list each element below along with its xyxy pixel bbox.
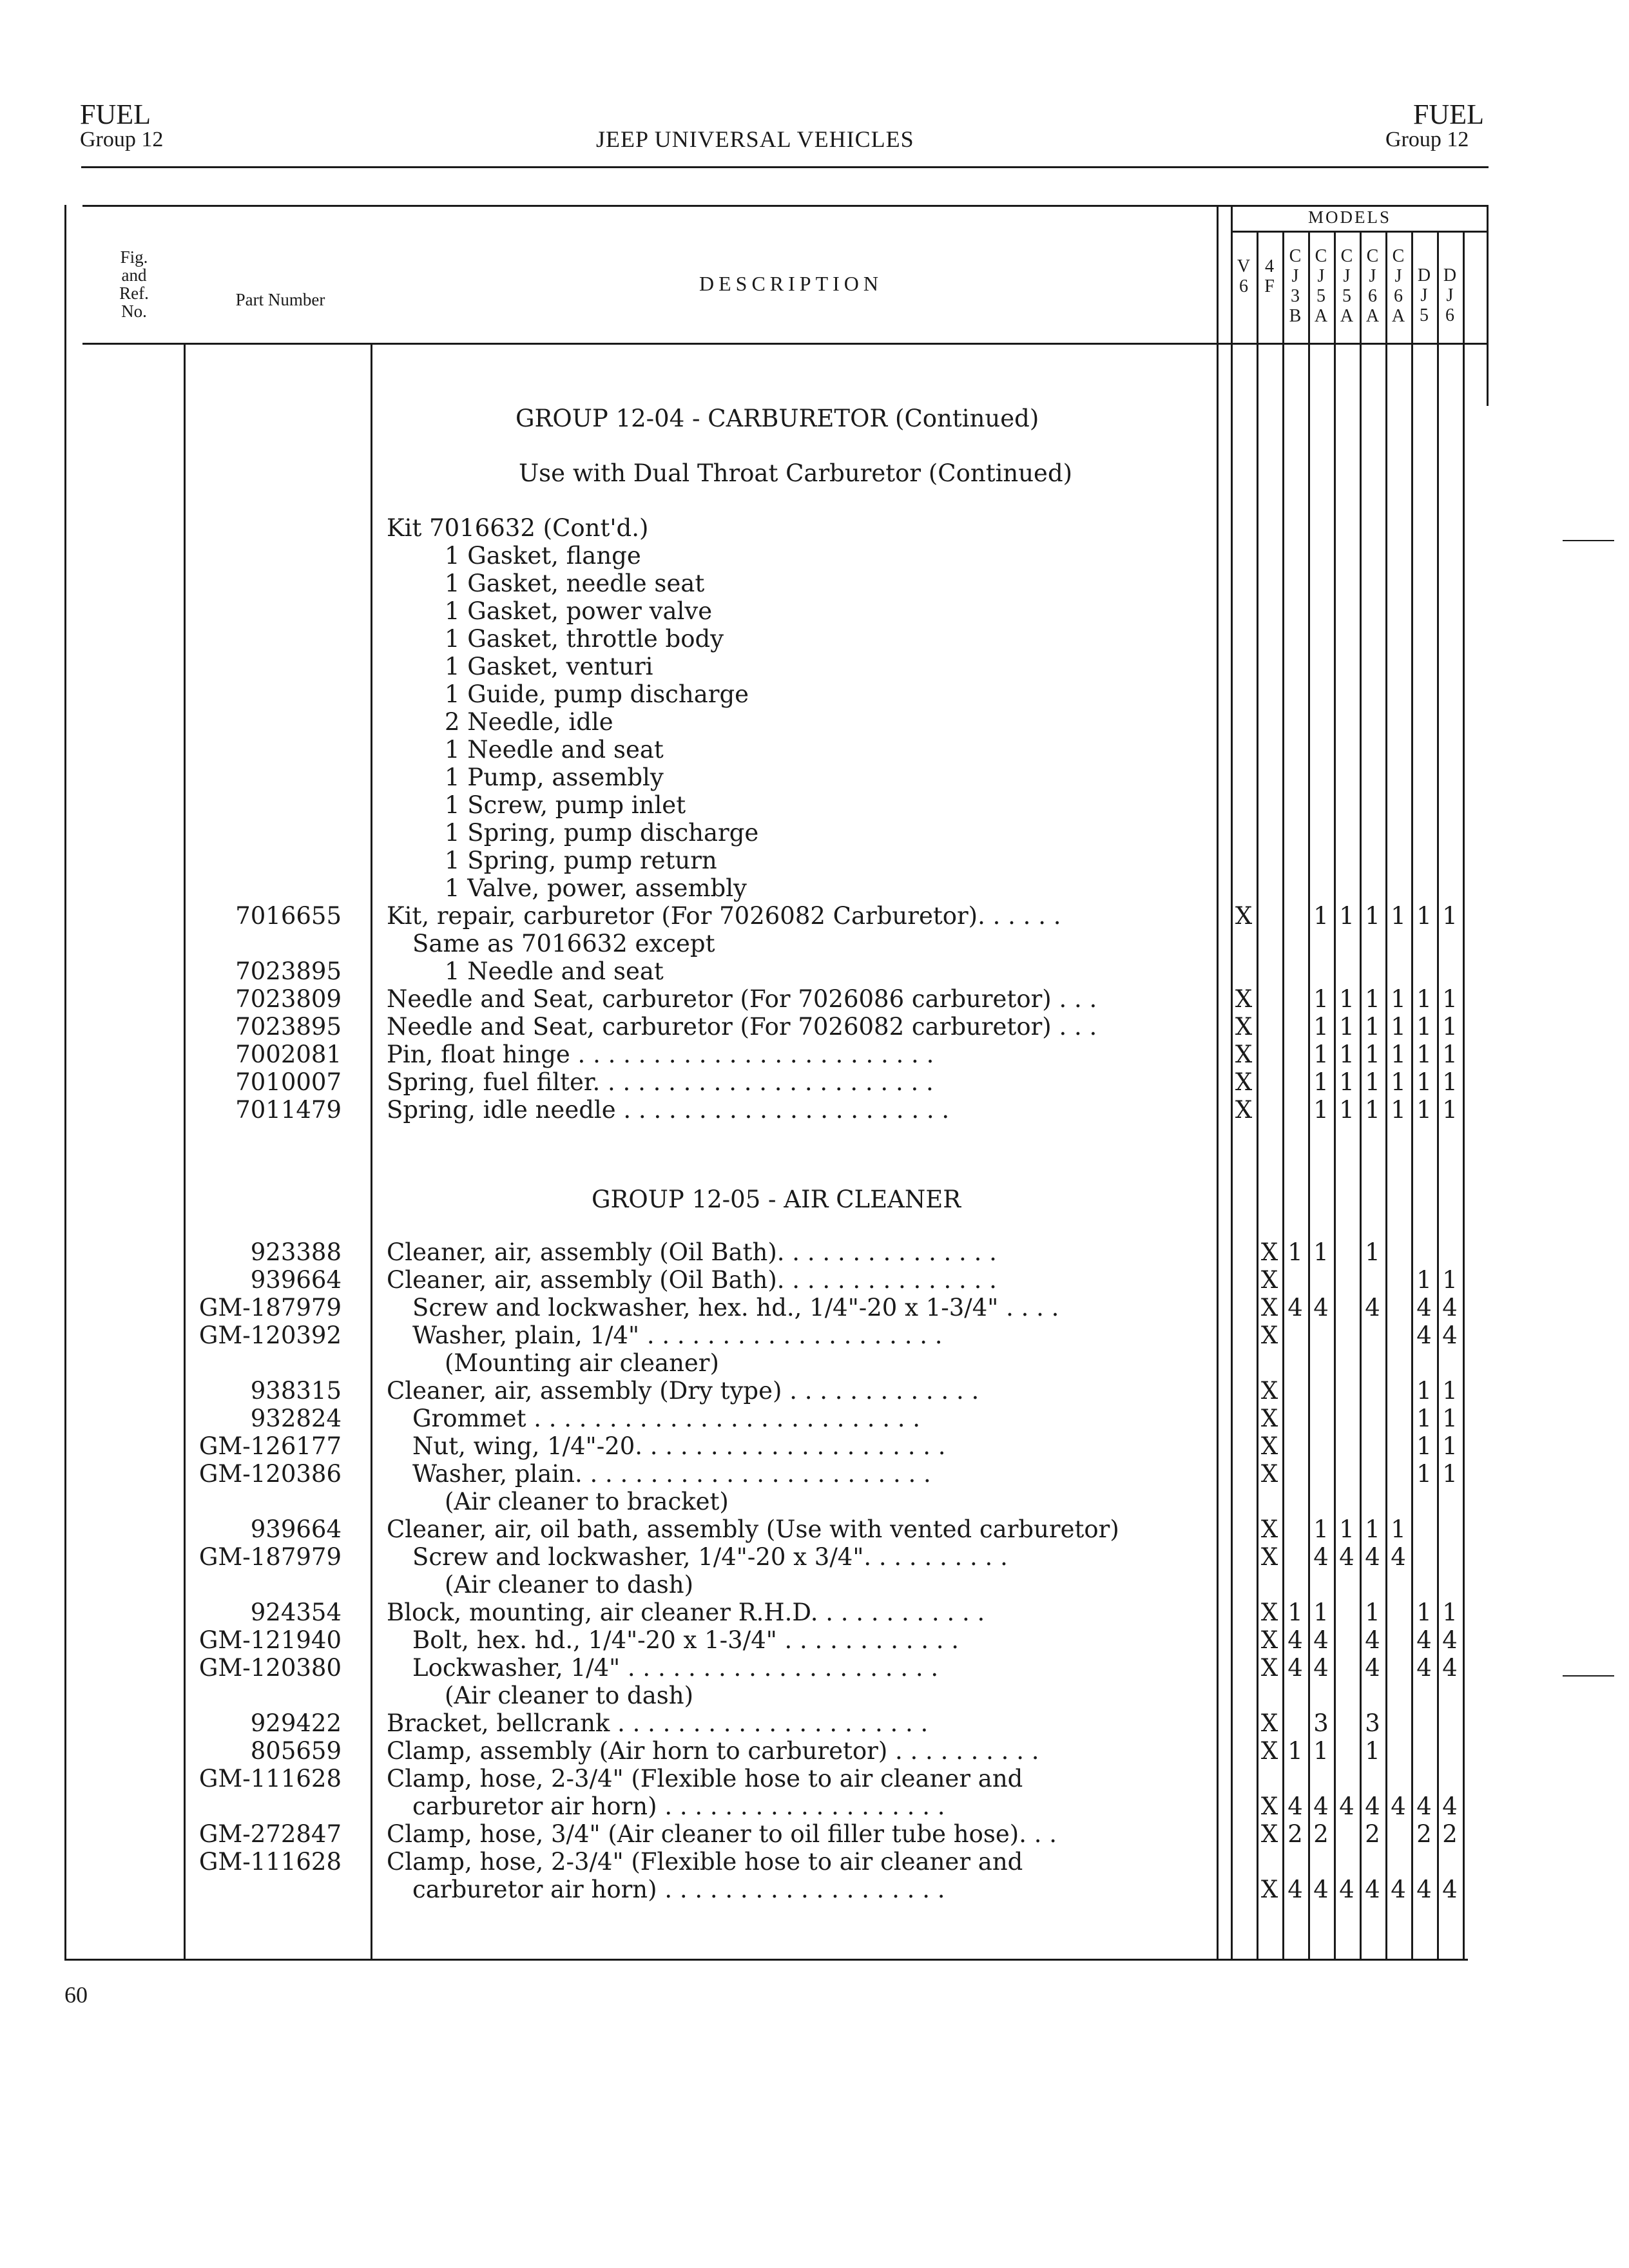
part-description: Block, mounting, air cleaner R.H.D. . . . . . . . . . . . (387, 1599, 985, 1626)
model-quantity: 1 (1313, 1013, 1329, 1041)
model-quantity: 1 (1442, 985, 1458, 1013)
model-quantity: 1 (1391, 902, 1406, 930)
model-quantity: 1 (1365, 1068, 1380, 1096)
table-row (0, 1765, 1629, 1792)
part-description: 1 Gasket, power valve (445, 597, 713, 625)
model-quantity: 1 (1416, 1096, 1432, 1124)
model-quantity: 4 (1313, 1792, 1329, 1820)
model-column-header: V 6 (1237, 256, 1251, 296)
model-column-header: 4 F (1264, 256, 1275, 296)
table-row (0, 680, 1629, 708)
table-row (0, 930, 1629, 957)
part-description: (Air cleaner to dash) (445, 1682, 694, 1709)
part-description: Screw and lockwasher, 1/4"-20 x 3/4". . . . . . . . . . (412, 1543, 1008, 1571)
part-description: Lockwasher, 1/4" . . . . . . . . . . . . . . . . . . . . . (412, 1654, 939, 1682)
model-quantity: 4 (1442, 1876, 1458, 1903)
part-description: 1 Needle and seat (445, 736, 664, 764)
model-quantity: 1 (1313, 1515, 1329, 1543)
table-header-bottom-border (82, 343, 1489, 345)
table-row (0, 514, 1629, 542)
model-quantity: X (1260, 1238, 1278, 1266)
part-description: 1 Gasket, throttle body (445, 625, 724, 653)
model-quantity: 4 (1416, 1294, 1432, 1321)
part-number: GM-121940 (198, 1626, 342, 1654)
model-quantity: 1 (1339, 985, 1354, 1013)
table-row (0, 957, 1629, 985)
model-quantity: 4 (1339, 1792, 1354, 1820)
model-quantity: 1 (1442, 1096, 1458, 1124)
model-quantity: 4 (1365, 1654, 1380, 1682)
part-number: 923388 (250, 1238, 342, 1266)
table-row (0, 1543, 1629, 1571)
part-description: Kit, repair, carburetor (For 7026082 Carburetor). . . . . . (387, 902, 1061, 930)
model-quantity: 4 (1339, 1543, 1354, 1571)
table-row (0, 1013, 1629, 1041)
model-quantity: 1 (1313, 985, 1329, 1013)
table-row (0, 653, 1629, 680)
model-quantity: X (1260, 1792, 1278, 1820)
model-quantity: 1 (1416, 902, 1432, 930)
part-description: Pin, float hinge . . . . . . . . . . . . . . . . . . . . . . . . (387, 1041, 934, 1068)
part-description: Clamp, hose, 3/4" (Air cleaner to oil filler tube hose). . . (387, 1820, 1057, 1848)
part-number: 7023895 (235, 957, 342, 985)
model-quantity: 3 (1313, 1709, 1329, 1737)
table-row (0, 625, 1629, 653)
model-quantity: 1 (1365, 1599, 1380, 1626)
part-number: 932824 (250, 1405, 342, 1432)
model-quantity: 1 (1313, 902, 1329, 930)
margin-mark (1563, 540, 1614, 541)
table-row (0, 1488, 1629, 1515)
part-number: GM-187979 (198, 1543, 342, 1571)
model-quantity: 1 (1442, 1405, 1458, 1432)
fig-ref-label: Fig. and Ref. No. (119, 247, 149, 321)
model-quantity: 1 (1391, 985, 1406, 1013)
group-heading-carburetor: GROUP 12-04 - CARBURETOR (Continued) (516, 405, 1039, 432)
model-quantity: 4 (1391, 1876, 1406, 1903)
part-number: 805659 (250, 1737, 342, 1765)
header-right-title: FUEL (1413, 99, 1484, 130)
table-row (0, 1599, 1629, 1626)
table-row (0, 1571, 1629, 1599)
model-quantity: 2 (1287, 1820, 1303, 1848)
model-quantity: 4 (1416, 1626, 1432, 1654)
model-quantity: 1 (1365, 902, 1380, 930)
model-quantity: 1 (1313, 1068, 1329, 1096)
description-label: DESCRIPTION (699, 272, 883, 295)
model-quantity: 1 (1416, 1377, 1432, 1405)
part-description: Same as 7016632 except (412, 930, 715, 957)
model-quantity: 1 (1339, 1013, 1354, 1041)
model-quantity: X (1260, 1709, 1278, 1737)
model-quantity: 4 (1442, 1294, 1458, 1321)
table-row (0, 1041, 1629, 1068)
table-row (0, 570, 1629, 597)
table-row (0, 1068, 1629, 1096)
header-rule (81, 166, 1489, 168)
part-description: (Air cleaner to bracket) (445, 1488, 729, 1515)
part-description: Bolt, hex. hd., 1/4"-20 x 1-3/4" . . . . . . . . . . . . (412, 1626, 959, 1654)
model-quantity: 2 (1365, 1820, 1380, 1848)
model-quantity: 1 (1416, 1432, 1432, 1460)
part-description: Cleaner, air, assembly (Oil Bath). . . . . . . . . . . . . . . (387, 1266, 997, 1294)
model-quantity: 4 (1416, 1876, 1432, 1903)
model-quantity: 1 (1416, 985, 1432, 1013)
part-description: Clamp, assembly (Air horn to carburetor) . . . . . . . . . . (387, 1737, 1039, 1765)
model-quantity: 4 (1391, 1543, 1406, 1571)
table-row (0, 902, 1629, 930)
model-quantity: 1 (1391, 1096, 1406, 1124)
part-description: 1 Valve, power, assembly (445, 874, 747, 902)
model-quantity: X (1260, 1626, 1278, 1654)
model-quantity: 1 (1365, 1238, 1380, 1266)
model-quantity: 1 (1442, 1068, 1458, 1096)
model-quantity: 4 (1442, 1321, 1458, 1349)
model-quantity: 1 (1416, 1405, 1432, 1432)
model-quantity: X (1235, 1013, 1253, 1041)
model-quantity: X (1260, 1294, 1278, 1321)
table-row (0, 1709, 1629, 1737)
model-quantity: 1 (1442, 1266, 1458, 1294)
part-description: 1 Needle and seat (445, 957, 664, 985)
table-row (0, 708, 1629, 736)
model-quantity: 4 (1442, 1792, 1458, 1820)
model-quantity: X (1235, 1068, 1253, 1096)
table-row (0, 764, 1629, 791)
header-left-title: FUEL (80, 99, 151, 130)
model-quantity: 2 (1313, 1820, 1329, 1848)
model-quantity: 1 (1339, 1096, 1354, 1124)
model-quantity: 4 (1442, 1654, 1458, 1682)
model-quantity: 1 (1416, 1599, 1432, 1626)
model-quantity: 1 (1313, 1599, 1329, 1626)
part-number: GM-272847 (198, 1820, 342, 1848)
part-number: 7010007 (235, 1068, 342, 1096)
model-quantity: X (1235, 985, 1253, 1013)
model-quantity: 1 (1339, 902, 1354, 930)
model-quantity: X (1260, 1654, 1278, 1682)
model-quantity: 4 (1365, 1792, 1380, 1820)
table-row (0, 1820, 1629, 1848)
table-row (0, 1096, 1629, 1124)
model-quantity: 1 (1416, 1013, 1432, 1041)
model-quantity: 1 (1365, 1515, 1380, 1543)
group-heading-air-cleaner: GROUP 12-05 - AIR CLEANER (592, 1186, 961, 1213)
part-description: Screw and lockwasher, hex. hd., 1/4"-20 x 1-3/4" . . . . (412, 1294, 1059, 1321)
model-quantity: X (1260, 1876, 1278, 1903)
model-column-header: C J 5 A (1314, 246, 1328, 326)
model-quantity: 4 (1391, 1792, 1406, 1820)
table-row (0, 1626, 1629, 1654)
model-quantity: 1 (1339, 1515, 1354, 1543)
model-column-header: C J 6 A (1391, 246, 1405, 326)
model-quantity: 1 (1442, 1432, 1458, 1460)
model-quantity: 1 (1313, 1737, 1329, 1765)
part-number: GM-111628 (198, 1848, 342, 1876)
model-quantity: 2 (1416, 1820, 1432, 1848)
model-quantity: X (1260, 1460, 1278, 1488)
model-quantity: 2 (1442, 1820, 1458, 1848)
part-number: 7002081 (235, 1041, 342, 1068)
model-quantity: 4 (1442, 1626, 1458, 1654)
model-quantity: 1 (1313, 1041, 1329, 1068)
table-top-border (82, 205, 1489, 207)
part-description: Grommet . . . . . . . . . . . . . . . . . . . . . . . . . . (412, 1405, 921, 1432)
table-row (0, 1654, 1629, 1682)
part-number: 7011479 (235, 1096, 342, 1124)
model-quantity: 1 (1391, 1013, 1406, 1041)
model-quantity: X (1260, 1377, 1278, 1405)
model-quantity: 4 (1365, 1294, 1380, 1321)
model-quantity: 4 (1416, 1654, 1432, 1682)
part-description: Bracket, bellcrank . . . . . . . . . . . . . . . . . . . . . (387, 1709, 929, 1737)
part-description: Cleaner, air, assembly (Dry type) . . . . . . . . . . . . . (387, 1377, 979, 1405)
table-row (0, 1266, 1629, 1294)
table-row (0, 1737, 1629, 1765)
part-number: GM-187979 (198, 1294, 342, 1321)
table-row (0, 1238, 1629, 1266)
part-number: 938315 (250, 1377, 342, 1405)
table-row (0, 1405, 1629, 1432)
group-heading-dual-throat: Use with Dual Throat Carburetor (Continued) (519, 459, 1073, 487)
model-quantity: X (1260, 1737, 1278, 1765)
table-row (0, 791, 1629, 819)
part-description: Spring, fuel filter. . . . . . . . . . . . . . . . . . . . . . . (387, 1068, 934, 1096)
part-number: GM-120380 (198, 1654, 342, 1682)
header-left-group: Group 12 (80, 128, 164, 151)
model-quantity: X (1260, 1515, 1278, 1543)
model-quantity: 4 (1365, 1626, 1380, 1654)
model-quantity: 1 (1313, 1238, 1329, 1266)
model-quantity: 1 (1442, 1013, 1458, 1041)
part-description: 2 Needle, idle (445, 708, 613, 736)
model-quantity: 4 (1313, 1626, 1329, 1654)
model-quantity: 4 (1313, 1654, 1329, 1682)
table-row (0, 1377, 1629, 1405)
part-number: 929422 (250, 1709, 342, 1737)
model-quantity: 1 (1442, 1460, 1458, 1488)
table-row (0, 1515, 1629, 1543)
table-row (0, 1682, 1629, 1709)
model-quantity: 1 (1365, 1096, 1380, 1124)
part-number: 7023895 (235, 1013, 342, 1041)
table-row (0, 847, 1629, 874)
model-column-header: C J 6 A (1365, 246, 1380, 326)
model-quantity: 4 (1287, 1792, 1303, 1820)
part-number: GM-120386 (198, 1460, 342, 1488)
table-row (0, 1460, 1629, 1488)
part-number: 7023809 (235, 985, 342, 1013)
part-description: Needle and Seat, carburetor (For 7026082 carburetor) . . . (387, 1013, 1097, 1041)
model-quantity: 1 (1391, 1068, 1406, 1096)
model-quantity: X (1260, 1432, 1278, 1460)
model-quantity: X (1260, 1405, 1278, 1432)
model-quantity: 4 (1313, 1294, 1329, 1321)
table-row (0, 736, 1629, 764)
part-description: carburetor air horn) . . . . . . . . . . . . . . . . . . . (412, 1876, 945, 1903)
model-quantity: 1 (1313, 1096, 1329, 1124)
model-quantity: 4 (1313, 1543, 1329, 1571)
model-quantity: 4 (1287, 1626, 1303, 1654)
model-quantity: 4 (1287, 1654, 1303, 1682)
part-description: Clamp, hose, 2-3/4" (Flexible hose to air cleaner and (387, 1848, 1023, 1876)
model-quantity: 1 (1365, 1737, 1380, 1765)
part-description: 1 Pump, assembly (445, 764, 664, 791)
part-description: Needle and Seat, carburetor (For 7026086 carburetor) . . . (387, 985, 1097, 1013)
model-quantity: 1 (1442, 1041, 1458, 1068)
part-description: (Mounting air cleaner) (445, 1349, 719, 1377)
header-center-title: JEEP UNIVERSAL VEHICLES (596, 126, 914, 152)
model-quantity: 4 (1287, 1294, 1303, 1321)
model-quantity: X (1260, 1820, 1278, 1848)
model-column-header: C J 5 A (1340, 246, 1354, 326)
part-description: Cleaner, air, assembly (Oil Bath). . . . . . . . . . . . . . . (387, 1238, 997, 1266)
model-quantity: 1 (1416, 1266, 1432, 1294)
part-description: Kit 7016632 (Cont'd.) (387, 514, 649, 542)
model-quantity: 1 (1339, 1041, 1354, 1068)
part-number: 939664 (250, 1266, 342, 1294)
model-quantity: 1 (1442, 902, 1458, 930)
model-quantity: 1 (1442, 1377, 1458, 1405)
model-quantity: 1 (1365, 985, 1380, 1013)
page-number: 60 (64, 1982, 88, 2008)
table-row (0, 1294, 1629, 1321)
part-number: 7016655 (235, 902, 342, 930)
model-column-header: C J 3 B (1289, 246, 1302, 326)
model-quantity: 1 (1416, 1041, 1432, 1068)
table-row (0, 1321, 1629, 1349)
model-quantity: 1 (1365, 1013, 1380, 1041)
model-column-header: D J 6 (1443, 265, 1457, 325)
table-row (0, 1792, 1629, 1820)
model-quantity: 4 (1416, 1321, 1432, 1349)
part-description: 1 Spring, pump return (445, 847, 717, 874)
part-number: 939664 (250, 1515, 342, 1543)
model-quantity: 3 (1365, 1709, 1380, 1737)
part-number: GM-111628 (198, 1765, 342, 1792)
model-quantity: 1 (1287, 1599, 1303, 1626)
part-description: 1 Spring, pump discharge (445, 819, 759, 847)
model-quantity: 1 (1416, 1460, 1432, 1488)
model-quantity: 1 (1365, 1041, 1380, 1068)
table-row (0, 1876, 1629, 1903)
table-row (0, 1848, 1629, 1876)
model-quantity: X (1235, 1041, 1253, 1068)
part-description: (Air cleaner to dash) (445, 1571, 694, 1599)
model-quantity: 1 (1287, 1737, 1303, 1765)
part-number-label: Part Number (235, 290, 325, 309)
model-column-header: D J 5 (1417, 265, 1431, 325)
part-description: 1 Guide, pump discharge (445, 680, 749, 708)
table-row (0, 985, 1629, 1013)
model-quantity: X (1260, 1321, 1278, 1349)
model-quantity: X (1235, 1096, 1253, 1124)
part-number: GM-120392 (198, 1321, 342, 1349)
model-quantity: 4 (1339, 1876, 1354, 1903)
table-row (0, 819, 1629, 847)
model-quantity: 1 (1339, 1068, 1354, 1096)
part-description: Washer, plain. . . . . . . . . . . . . . . . . . . . . . . . (412, 1460, 931, 1488)
model-quantity: X (1235, 902, 1253, 930)
model-quantity: X (1260, 1266, 1278, 1294)
model-quantity: 1 (1287, 1238, 1303, 1266)
part-description: 1 Screw, pump inlet (445, 791, 686, 819)
model-quantity: X (1260, 1543, 1278, 1571)
model-quantity: 1 (1416, 1068, 1432, 1096)
model-quantity: 1 (1391, 1041, 1406, 1068)
model-quantity: 1 (1442, 1599, 1458, 1626)
part-description: Clamp, hose, 2-3/4" (Flexible hose to air cleaner and (387, 1765, 1023, 1792)
part-description: carburetor air horn) . . . . . . . . . . . . . . . . . . . (412, 1792, 945, 1820)
model-quantity: 4 (1416, 1792, 1432, 1820)
model-quantity: 4 (1365, 1543, 1380, 1571)
part-number: 924354 (250, 1599, 342, 1626)
part-description: Cleaner, air, oil bath, assembly (Use with vented carburetor) (387, 1515, 1119, 1543)
margin-mark (1563, 1675, 1614, 1677)
model-quantity: 1 (1391, 1515, 1406, 1543)
part-description: Washer, plain, 1/4" . . . . . . . . . . . . . . . . . . . . (412, 1321, 943, 1349)
table-row (0, 1349, 1629, 1377)
table-row (0, 1432, 1629, 1460)
table-right-border (1487, 205, 1489, 406)
table-row (0, 874, 1629, 902)
part-number: GM-126177 (198, 1432, 342, 1460)
header-right-group: Group 12 (1385, 128, 1469, 151)
part-description: 1 Gasket, flange (445, 542, 641, 570)
part-description: Nut, wing, 1/4"-20. . . . . . . . . . . . . . . . . . . . . (412, 1432, 946, 1460)
table-row (0, 597, 1629, 625)
part-description: 1 Gasket, needle seat (445, 570, 705, 597)
part-description: 1 Gasket, venturi (445, 653, 653, 680)
model-quantity: X (1260, 1599, 1278, 1626)
part-description: Spring, idle needle . . . . . . . . . . . . . . . . . . . . . . (387, 1096, 950, 1124)
model-quantity: 4 (1313, 1876, 1329, 1903)
model-quantity: 4 (1287, 1876, 1303, 1903)
model-quantity: 4 (1365, 1876, 1380, 1903)
models-label: MODELS (1308, 207, 1392, 227)
table-row (0, 542, 1629, 570)
